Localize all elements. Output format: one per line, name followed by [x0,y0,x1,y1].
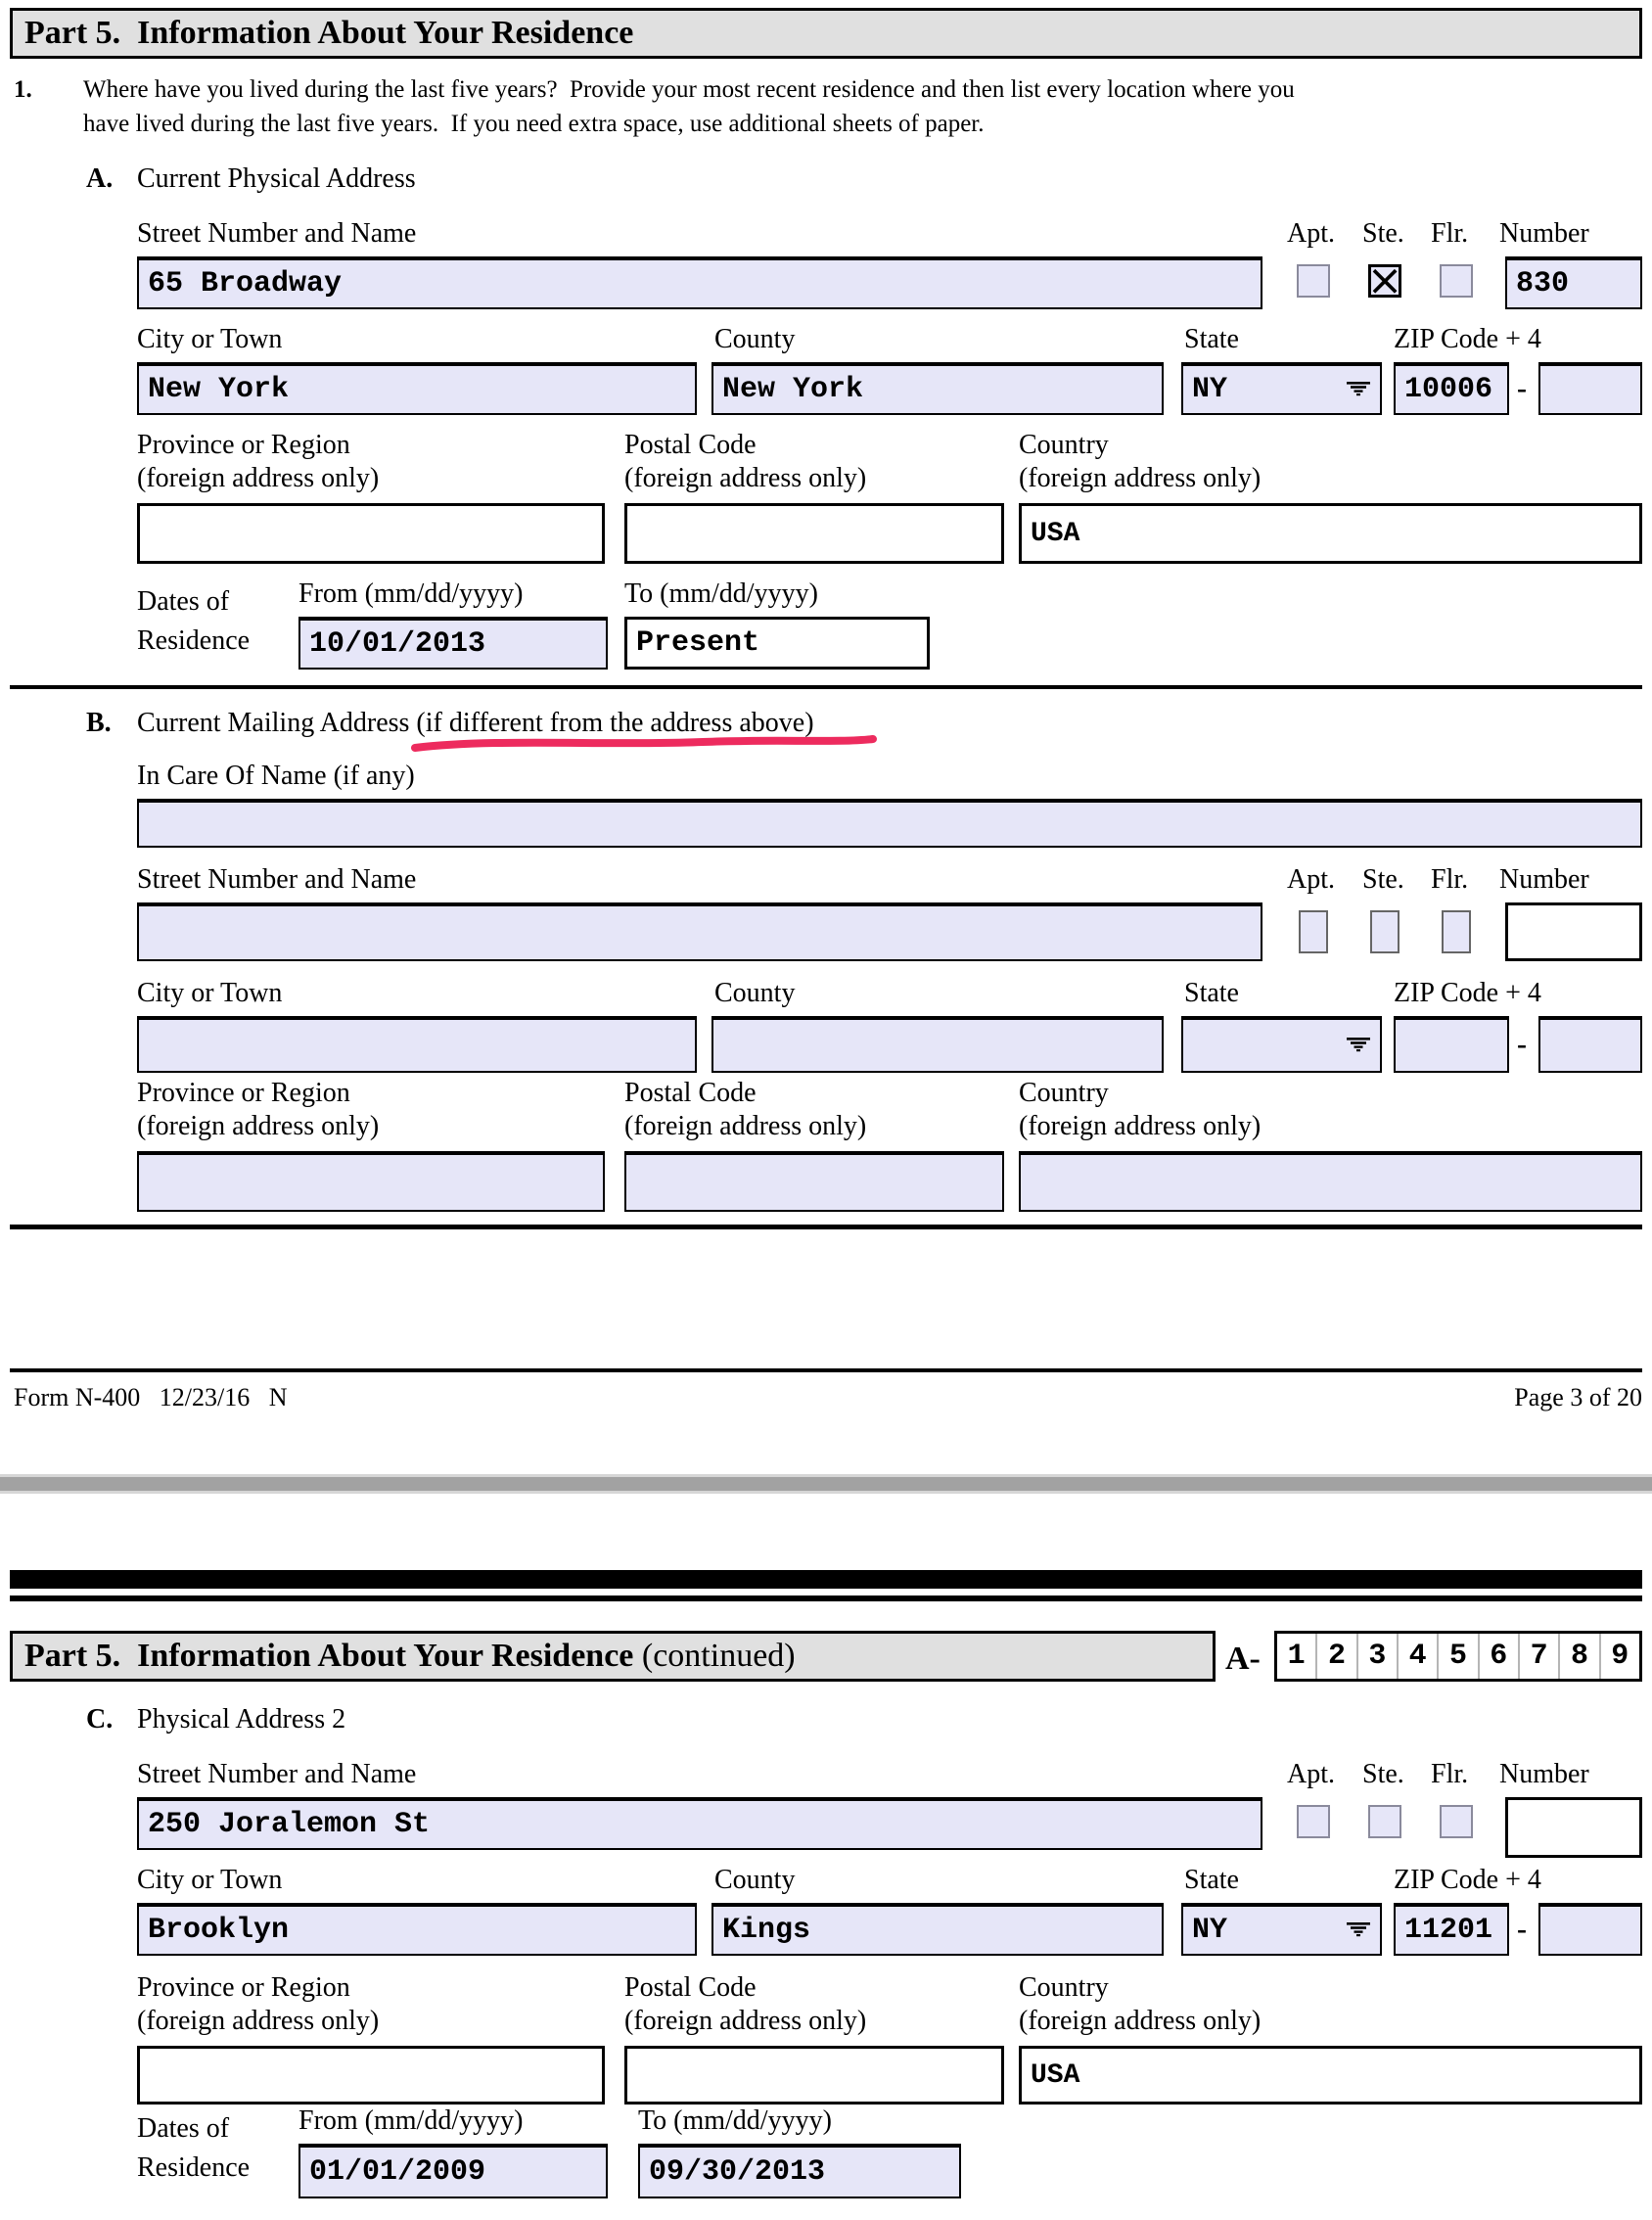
from-value-a: 10/01/2013 [309,627,486,661]
section-a-title: Current Physical Address [137,163,416,194]
ste-label-c: Ste. [1362,1759,1404,1789]
to-label-a: To (mm/dd/yyyy) [624,578,818,609]
red-underline-annotation [409,732,879,756]
country-value-c: USA [1031,2059,1080,2091]
county-label-a: County [714,324,796,354]
a-number-digit-cell[interactable]: 4 [1399,1634,1439,1679]
state-label-a: State [1184,324,1239,354]
county-field-a[interactable] [711,362,1164,415]
country-label-b: Country [1019,1078,1109,1108]
section-b-title-underlined: (if different from the address above) [416,708,814,738]
zip-label-c: ZIP Code + 4 [1394,1865,1541,1895]
county-field-b[interactable] [711,1016,1164,1073]
zip4-field-b[interactable] [1538,1016,1642,1073]
unit-number-field-b[interactable] [1505,902,1642,961]
zip4-field-a[interactable] [1538,362,1642,415]
zip-dash-c: - [1517,1913,1527,1945]
zip-field-c[interactable] [1394,1903,1509,1956]
postal-sublabel-a: (foreign address only) [624,463,867,493]
postal-sublabel-c: (foreign address only) [624,2006,867,2036]
flr-checkbox-a[interactable] [1440,264,1473,298]
question1-number: 1. [14,76,32,103]
postal-label-c: Postal Code [624,1972,757,2003]
street-value-c: 250 Joralemon St [148,1808,431,1841]
province-field-a[interactable] [137,503,605,564]
from-field-c[interactable] [298,2144,608,2198]
province-label-c: Province or Region [137,1972,350,2003]
county-label-b: County [714,978,796,1008]
province-sublabel-b: (foreign address only) [137,1111,380,1141]
number-label-a: Number [1499,218,1589,249]
street-label-c: Street Number and Name [137,1759,417,1789]
postal-label-b: Postal Code [624,1078,757,1108]
postal-field-b[interactable] [624,1151,1004,1212]
apt-label-b: Apt. [1287,864,1335,895]
flr-label-a: Flr. [1431,218,1469,249]
part5-continued-title: Part 5. Information About Your Residence [24,1638,634,1674]
apt-checkbox-b[interactable] [1299,910,1328,953]
city-value-a: New York [148,373,290,406]
unit-number-field-a[interactable] [1505,256,1642,309]
dates-label1-a: Dates of [137,586,230,617]
ste-checkbox-a[interactable] [1366,255,1403,305]
apt-label-c: Apt. [1287,1759,1335,1789]
county-value-a: New York [722,373,864,406]
from-label-c: From (mm/dd/yyyy) [298,2105,524,2136]
street-label-b: Street Number and Name [137,864,417,895]
country-sublabel-b: (foreign address only) [1019,1111,1262,1141]
from-value-c: 01/01/2009 [309,2155,486,2189]
section-divider-b-end [10,1225,1642,1229]
section-divider-ab [10,685,1642,689]
county-field-c[interactable] [711,1903,1164,1956]
footer-page-number: Page 3 of 20 [1514,1383,1642,1411]
street-value-a: 65 Broadway [148,267,343,301]
number-label-b: Number [1499,864,1589,895]
footer-form-number: Form N-400 12/23/16 N [14,1383,288,1411]
a-number-digit-cell[interactable]: 6 [1480,1634,1520,1679]
apt-checkbox-c[interactable] [1297,1805,1330,1838]
a-number-digit-cell[interactable]: 3 [1358,1634,1399,1679]
part5-header [10,8,1642,59]
state-dropdown-c[interactable] [1181,1903,1382,1956]
footer-divider [10,1368,1642,1372]
zip-value-c: 11201 [1404,1914,1493,1947]
zip-field-b[interactable] [1394,1016,1509,1073]
to-field-a[interactable] [624,617,930,670]
a-number-digit-cell[interactable]: 7 [1520,1634,1560,1679]
in-care-of-label: In Care Of Name (if any) [137,761,415,791]
zip-label-b: ZIP Code + 4 [1394,978,1541,1008]
section-a-letter: A. [86,163,114,194]
postal-field-a[interactable] [624,503,1004,564]
county-value-c: Kings [722,1914,811,1947]
country-sublabel-c: (foreign address only) [1019,2006,1262,2036]
part5-continued-header [10,1631,1216,1682]
part5-header-title: Part 5. Information About Your Residence [24,15,634,51]
state-dropdown-a[interactable] [1181,362,1382,415]
flr-label-b: Flr. [1431,864,1469,895]
province-field-b[interactable] [137,1151,605,1212]
flr-checkbox-b[interactable] [1442,910,1471,953]
city-label-a: City or Town [137,324,283,354]
to-label-c: To (mm/dd/yyyy) [638,2105,832,2136]
state-value-c: NY [1192,1914,1228,1947]
postal-sublabel-b: (foreign address only) [624,1111,867,1141]
postal-label-a: Postal Code [624,430,757,460]
apt-label-a: Apt. [1287,218,1335,249]
street-label-a: Street Number and Name [137,218,417,249]
state-label-b: State [1184,978,1239,1008]
a-number-digit-cell[interactable]: 9 [1611,1640,1629,1673]
city-label-c: City or Town [137,1865,283,1895]
page-top-thick-bar [10,1570,1642,1589]
country-value-a: USA [1031,518,1080,549]
question1-line1: Where have you lived during the last five years? Provide your most recent residence and then list every location where you [83,76,1295,103]
country-sublabel-a: (foreign address only) [1019,463,1262,493]
section-b-letter: B. [86,708,112,738]
street-field-b[interactable] [137,902,1262,961]
state-label-c: State [1184,1865,1239,1895]
street-field-a[interactable] [137,256,1262,309]
dates-label1-c: Dates of [137,2113,230,2144]
province-label-a: Province or Region [137,430,350,460]
a-number-digit-cell[interactable]: 5 [1439,1634,1479,1679]
province-sublabel-c: (foreign address only) [137,2006,380,2036]
a-number-grid[interactable] [1274,1631,1642,1682]
page-separator-band [0,1474,1652,1494]
dates-label2-a: Residence [137,625,251,656]
dropdown-arrow-icon[interactable] [1241,1880,1370,1980]
to-field-c[interactable] [638,2144,961,2198]
zip4-field-c[interactable] [1538,1903,1642,1956]
ste-label-a: Ste. [1362,218,1404,249]
county-label-c: County [714,1865,796,1895]
zip-dash-b: - [1517,1028,1527,1060]
state-value-a: NY [1192,373,1228,406]
province-field-c[interactable] [137,2046,605,2104]
from-label-a: From (mm/dd/yyyy) [298,578,524,609]
unit-number-value-a: 830 [1516,267,1570,301]
a-number-digit-cell[interactable]: 8 [1560,1634,1600,1679]
country-label-c: Country [1019,1972,1109,2003]
city-value-c: Brooklyn [148,1914,290,1947]
unit-number-field-c[interactable] [1505,1797,1642,1858]
country-field-b[interactable] [1019,1151,1642,1212]
state-dropdown-b[interactable] [1181,1016,1382,1073]
dropdown-arrow-icon[interactable] [1241,340,1370,439]
section-b-title-prefix: Current Mailing Address [137,708,417,738]
from-field-a[interactable] [298,617,608,670]
a-number-prefix: A- [1225,1641,1261,1677]
dropdown-arrow-icon[interactable] [1241,995,1370,1095]
country-field-a[interactable] [1019,503,1642,564]
question1-line2: have lived during the last five years. If you need extra space, use additional sheets of paper. [83,111,985,137]
street-field-c[interactable] [137,1797,1262,1850]
a-number-digit-cell[interactable]: 2 [1317,1634,1357,1679]
flr-label-c: Flr. [1431,1759,1469,1789]
section-c-title: Physical Address 2 [137,1704,346,1734]
postal-field-c[interactable] [624,2046,1004,2104]
province-label-b: Province or Region [137,1078,350,1108]
section-c-letter: C. [86,1704,114,1734]
country-label-a: Country [1019,430,1109,460]
a-number-digit-cell[interactable]: 1 [1277,1634,1317,1679]
zip-field-a[interactable] [1394,362,1509,415]
zip-value-a: 10006 [1404,373,1493,406]
province-sublabel-a: (foreign address only) [137,463,380,493]
ste-checkbox-b[interactable] [1370,910,1400,953]
zip-label-a: ZIP Code + 4 [1394,324,1541,354]
in-care-of-field[interactable] [137,799,1642,848]
city-field-a[interactable] [137,362,697,415]
to-value-c: 09/30/2013 [649,2155,826,2189]
city-field-b[interactable] [137,1016,697,1073]
ste-label-b: Ste. [1362,864,1404,895]
to-value-a: Present [636,626,760,660]
page-top-thin-bar [10,1596,1642,1601]
apt-checkbox-a[interactable] [1297,264,1330,298]
flr-checkbox-c[interactable] [1440,1805,1473,1838]
number-label-c: Number [1499,1759,1589,1789]
city-label-b: City or Town [137,978,283,1008]
country-field-c[interactable] [1019,2046,1642,2104]
zip-dash-a: - [1517,372,1527,404]
city-field-c[interactable] [137,1903,697,1956]
part5-continued-suffix: (continued) [633,1638,796,1674]
ste-checkbox-c[interactable] [1368,1805,1401,1838]
ste-checkmark-a: × [1366,255,1403,305]
dates-label2-c: Residence [137,2152,251,2183]
